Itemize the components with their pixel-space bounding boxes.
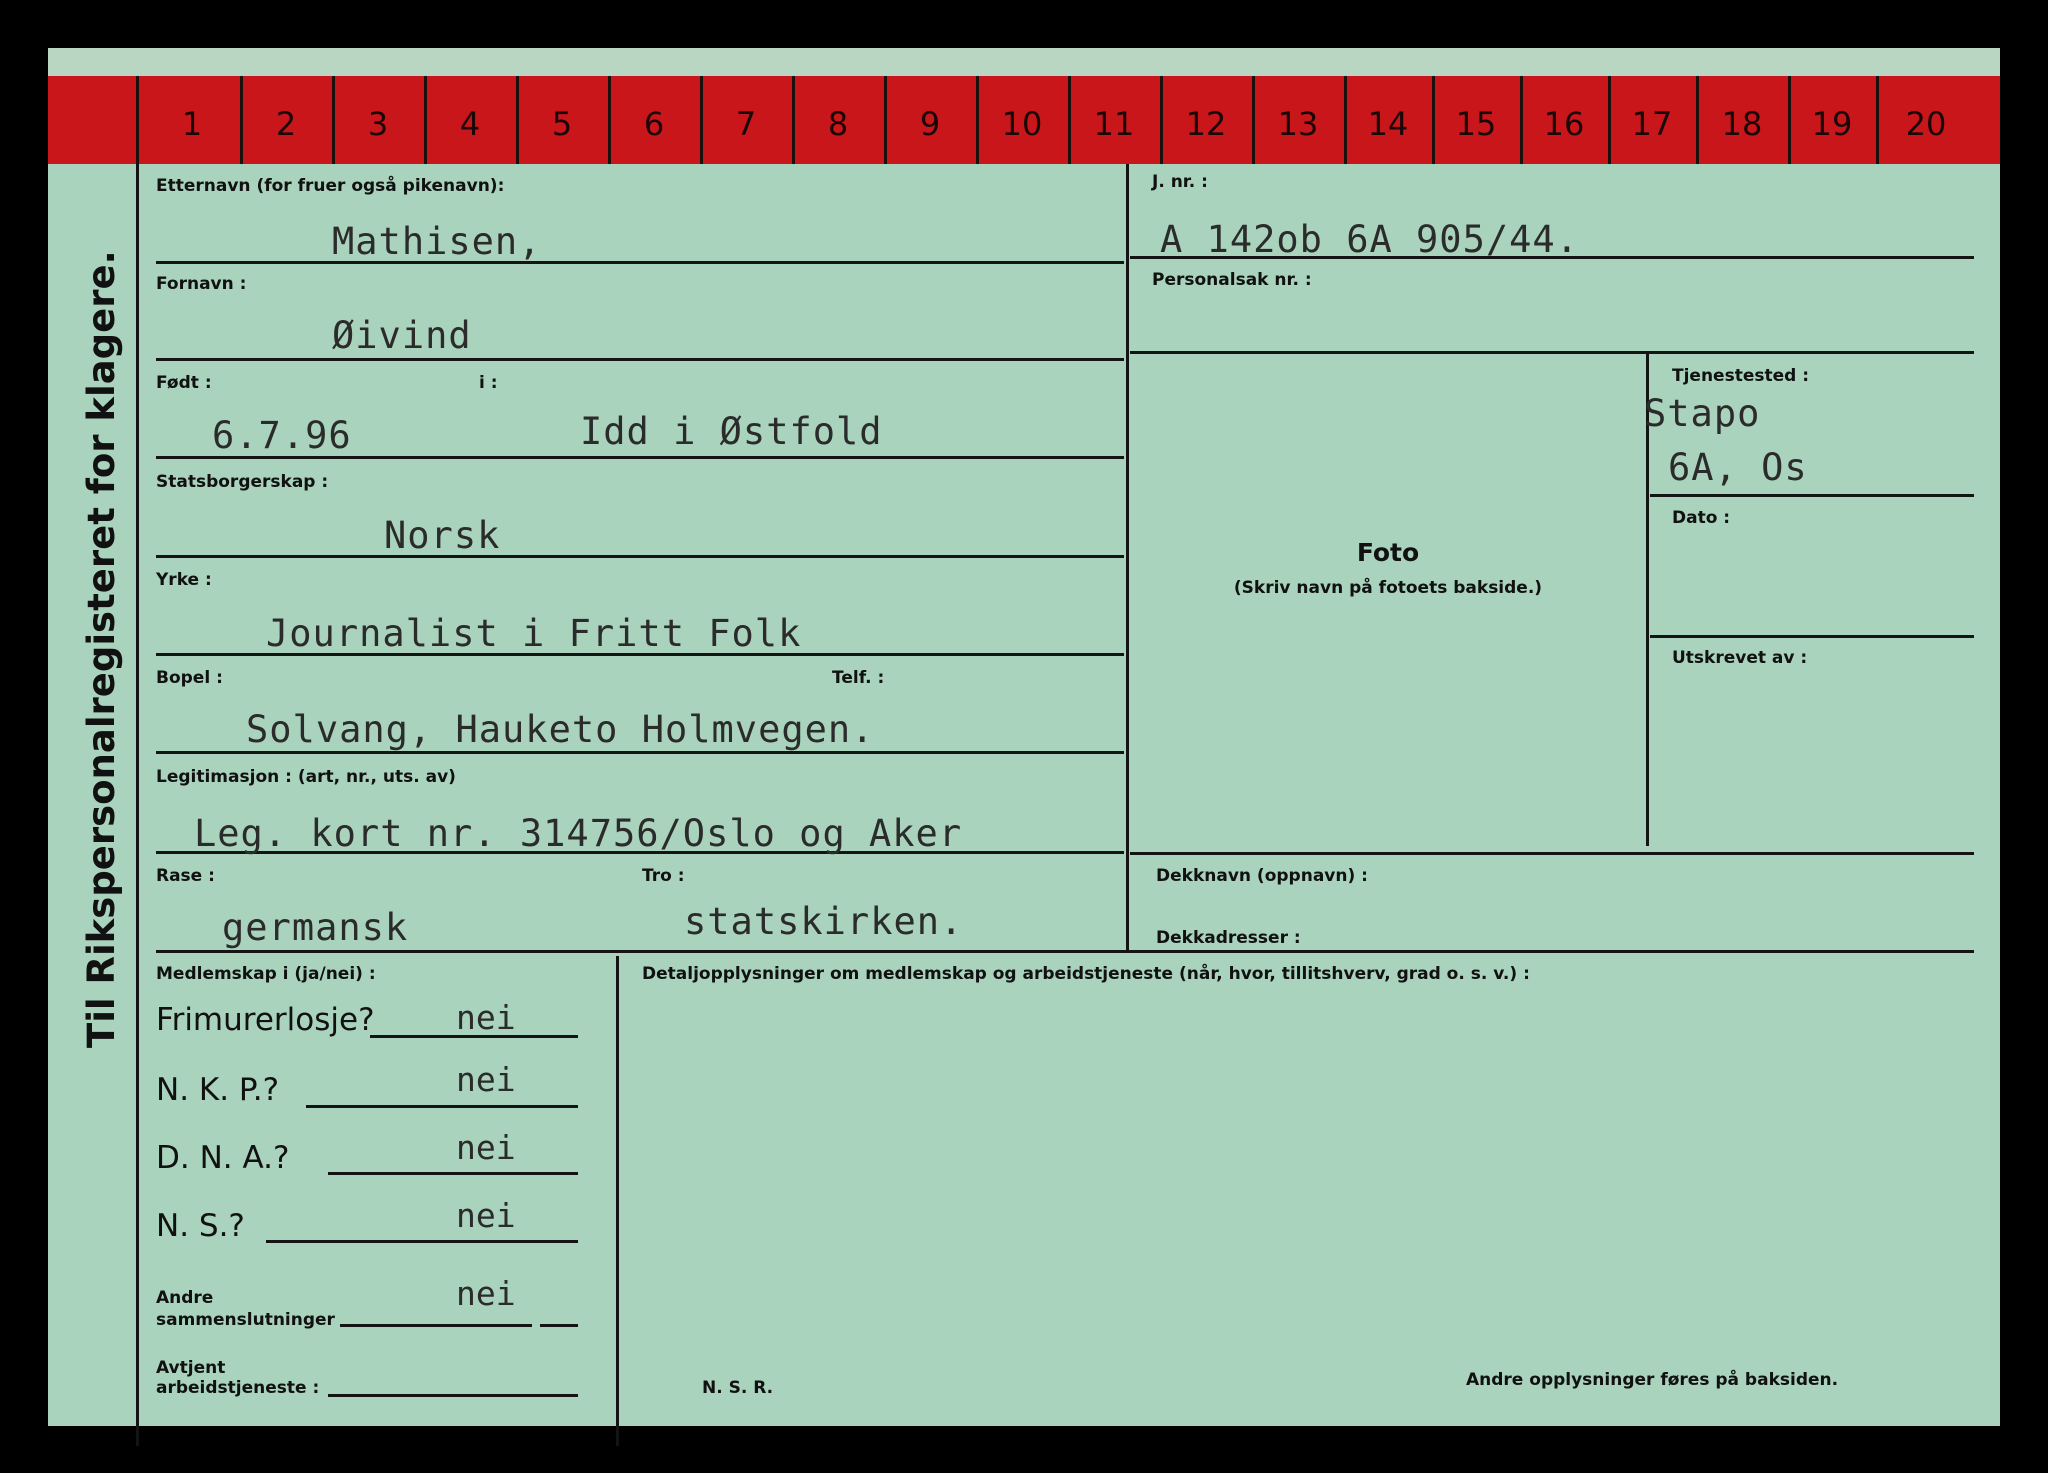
column-number-5: 5 [551, 105, 573, 143]
ns-line [266, 1240, 578, 1243]
tjenestested-value-2: 6A, Os [1668, 446, 1808, 489]
column-number-15: 15 [1455, 105, 1497, 143]
column-number-19: 19 [1811, 105, 1853, 143]
andre-line [340, 1324, 532, 1327]
dna-line [328, 1172, 578, 1175]
nkp-line [306, 1105, 578, 1108]
dato-label: Dato : [1672, 508, 1731, 528]
andre-opplysninger-note: Andre opplysninger føres på baksiden. [1466, 1370, 1839, 1390]
main-divider-line [156, 950, 1974, 953]
andre-value: nei [456, 1274, 516, 1313]
column-number-6: 6 [643, 105, 665, 143]
column-number-14: 14 [1367, 105, 1409, 143]
bopel-label: Bopel : [156, 668, 223, 688]
dekknavn-label: Dekknavn (oppnavn) : [1156, 866, 1368, 886]
etternavn-value: Mathisen, [332, 220, 542, 263]
yrke-value: Journalist i Fritt Folk [266, 612, 802, 655]
column-number-12: 12 [1185, 105, 1227, 143]
fornavn-line [156, 358, 1124, 361]
utskrevet-label: Utskrevet av : [1672, 648, 1808, 668]
dna-value: nei [456, 1128, 516, 1167]
bopel-value: Solvang, Hauketo Holmvegen. [246, 708, 875, 751]
foto-label: Foto [1356, 538, 1420, 567]
dekkadresser-label: Dekkadresser : [1156, 928, 1301, 948]
statsborgerskap-line [156, 555, 1124, 558]
tro-value: statskirken. [684, 900, 964, 943]
frimurer-label: Frimurerlosje? [156, 1002, 375, 1038]
etternavn-line [156, 261, 1124, 264]
column-number-3: 3 [367, 105, 389, 143]
nkp-label: N. K. P.? [156, 1072, 280, 1108]
fodested-label: i : [479, 373, 498, 393]
fodested-value: Idd i Østfold [580, 410, 883, 453]
legitimasjon-value: Leg. kort nr. 314756/Oslo og Aker [194, 812, 963, 855]
column-number-18: 18 [1721, 105, 1763, 143]
andre-line-end [540, 1324, 578, 1327]
tro-label: Tro : [642, 866, 685, 886]
tjenestested-value-1: Stapo [1644, 392, 1761, 435]
statsborgerskap-value: Norsk [384, 514, 501, 557]
avtjent-label-2: arbeidstjeneste : [156, 1378, 320, 1398]
side-label: Til Rikspersonalregisteret for klagere. [80, 250, 123, 1048]
card-top-strip [48, 48, 2000, 76]
rase-value: germansk [222, 906, 409, 949]
tjenestested-line [1650, 494, 1974, 497]
membership-divider [616, 956, 619, 1446]
ns-value: nei [456, 1196, 516, 1235]
fornavn-value: Øivind [332, 314, 472, 357]
rase-label: Rase : [156, 866, 215, 886]
nkp-value: nei [456, 1060, 516, 1099]
photo-bottom-line [1130, 852, 1974, 855]
ns-label: N. S.? [156, 1208, 245, 1244]
medlemskap-label: Medlemskap i (ja/nei) : [156, 964, 376, 984]
frimurer-value: nei [456, 998, 516, 1037]
yrke-label: Yrke : [156, 570, 212, 590]
statsborgerskap-label: Statsborgerskap : [156, 472, 329, 492]
column-number-13: 13 [1277, 105, 1319, 143]
avtjent-line [328, 1394, 578, 1397]
column-number-8: 8 [827, 105, 849, 143]
andre-label-1: Andre [156, 1288, 214, 1308]
column-number-11: 11 [1093, 105, 1135, 143]
column-number-16: 16 [1543, 105, 1585, 143]
left-margin-line [136, 164, 139, 1446]
fodt-value: 6.7.96 [212, 414, 352, 457]
tjenestested-label: Tjenestested : [1672, 366, 1810, 386]
center-divider [1126, 164, 1129, 953]
bopel-line [156, 751, 1124, 754]
andre-label-2: sammenslutninger [156, 1310, 335, 1330]
telf-label: Telf. : [832, 668, 885, 688]
nsr-mark: N. S. R. [702, 1378, 774, 1398]
column-number-1: 1 [181, 105, 203, 143]
etternavn-label: Etternavn (for fruer også pikenavn): [156, 176, 505, 196]
detalj-label: Detaljopplysninger om medlemskap og arbeidstjeneste (når, hvor, tillitshverv, grad o. s. v.) : [642, 964, 1530, 984]
column-number-20: 20 [1905, 105, 1947, 143]
registration-card [48, 48, 2000, 1426]
column-number-10: 10 [1001, 105, 1043, 143]
column-number-4: 4 [459, 105, 481, 143]
personalsak-label: Personalsak nr. : [1152, 270, 1312, 290]
column-number-9: 9 [919, 105, 941, 143]
column-number-7: 7 [735, 105, 757, 143]
column-number-2: 2 [275, 105, 297, 143]
fodt-label: Født : [156, 373, 212, 393]
jnr-label: J. nr. : [1152, 172, 1208, 192]
fornavn-label: Fornavn : [156, 274, 247, 294]
personalsak-line [1130, 351, 1974, 354]
dna-label: D. N. A.? [156, 1140, 290, 1176]
column-number-17: 17 [1631, 105, 1673, 143]
band-divider [136, 76, 139, 164]
foto-note: (Skriv navn på fotoets bakside.) [1233, 578, 1543, 598]
jnr-value: A 142ob 6A 905/44. [1160, 218, 1579, 261]
avtjent-label-1: Avtjent [156, 1358, 226, 1378]
dato-line [1650, 635, 1974, 638]
legitimasjon-label: Legitimasjon : (art, nr., uts. av) [156, 767, 456, 787]
